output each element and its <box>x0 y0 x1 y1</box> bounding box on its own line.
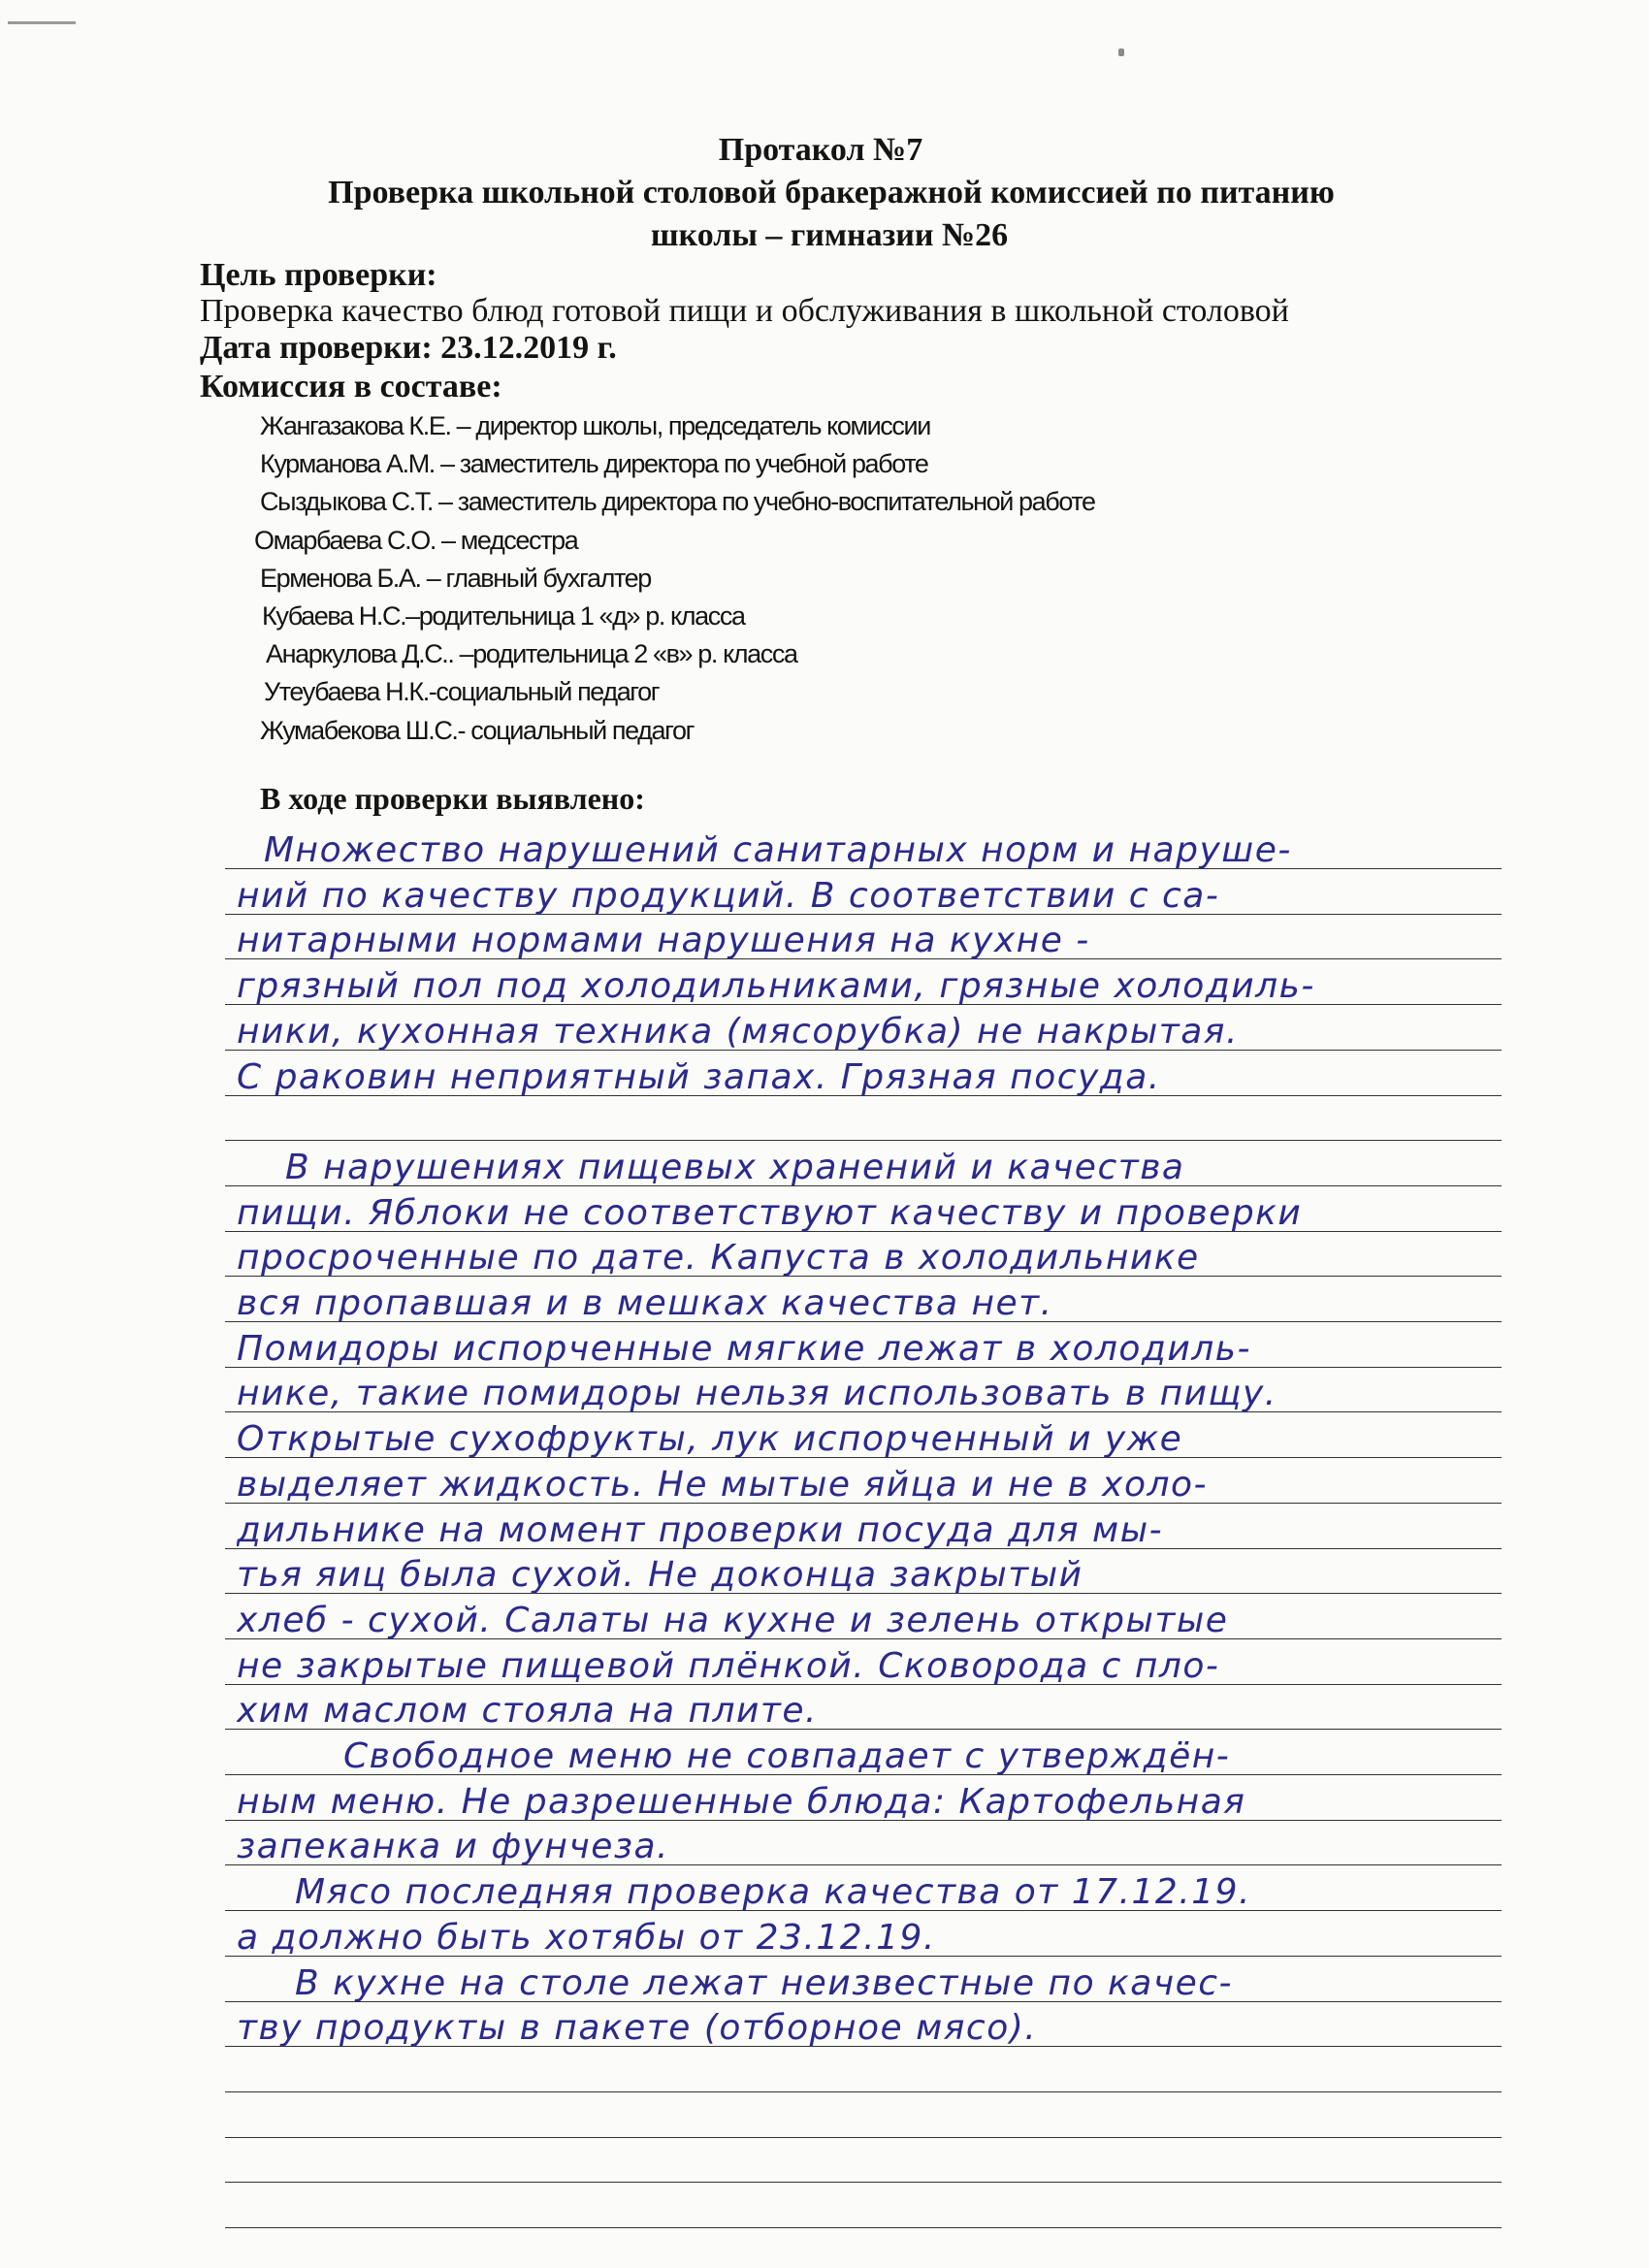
purpose-text: Проверка качество блюд готовой пищи и обслуживания в школьной столовой <box>200 293 1289 329</box>
handwritten-line: Открытые сухофрукты, лук испорченный и уже <box>237 1419 1183 1460</box>
commission-member: Курманова А.М. – заместитель директора по учебной работе <box>260 449 928 479</box>
protocol-subject: Проверка школьной столовой бракеражной комиссией по питанию <box>328 175 1335 211</box>
handwritten-line: Помидоры испорченные мягкие лежат в холодиль- <box>237 1328 1251 1369</box>
handwritten-line: пищи. Яблоки не соответствуют качеству и проверки <box>237 1192 1303 1233</box>
commission-member: Кубаева Н.С.–родительница 1 «д» р. класса <box>262 601 745 632</box>
handwritten-line: Множество нарушений санитарных норм и наруше- <box>264 830 1292 870</box>
check-date: Дата проверки: 23.12.2019 г. <box>200 330 617 366</box>
commission-member: Анаркулова Д.С.. –родительница 2 «в» р. класса <box>266 639 797 669</box>
handwritten-line: ний по качеству продукций. В соответствии с са- <box>237 875 1220 916</box>
commission-member: Ерменова Б.А. – главный бухгалтер <box>260 563 651 593</box>
handwritten-line: выделяет жидкость. Не мытые яйца и не в холо- <box>237 1464 1209 1505</box>
commission-member: Жангазакова К.Е. – директор школы, председатель комиссии <box>260 411 930 440</box>
document-title <box>0 129 1649 257</box>
handwritten-line: нитарными нормами нарушения на кухне - <box>237 921 1090 961</box>
scan-speck <box>1118 49 1124 56</box>
commission-member: Утеубаева Н.К.-социальный педагог <box>264 677 660 707</box>
handwritten-line: тву продукты в пакете (отборное мясо). <box>237 2008 1038 2049</box>
ruled-line <box>225 2227 1502 2228</box>
protocol-number: Протакол №7 <box>718 132 923 168</box>
handwritten-line: хлеб - сухой. Салаты на кухне и зелень открытые <box>237 1600 1229 1640</box>
school-name: школы – гимназии №26 <box>650 217 1009 253</box>
handwritten-line: хим маслом стояла на плите. <box>237 1691 818 1732</box>
commission-list <box>254 407 1095 750</box>
handwritten-line: Свободное меню не совпадает с утверждён- <box>343 1736 1231 1776</box>
commission-member: Сыздыкова С.Т. – заместитель директора по учебно-воспитательной работе <box>260 487 1095 517</box>
purpose-label: Цель проверки: <box>200 257 437 293</box>
handwritten-line: а должно быть хотябы от 23.12.19. <box>237 1917 936 1958</box>
commission-member: Омарбаева С.О. – медсестра <box>254 525 578 555</box>
handwritten-line: ники, кухонная техника (мясорубка) не накрытая. <box>237 1011 1239 1052</box>
handwritten-line: В кухне на столе лежат неизвестные по качес- <box>295 1962 1234 2003</box>
handwritten-line: запеканка и фунчеза. <box>237 1827 670 1867</box>
ruled-line <box>225 2182 1502 2183</box>
ruled-line <box>225 2091 1502 2092</box>
handwritten-line: дильнике на момент проверки посуда для мы- <box>237 1509 1164 1550</box>
scan-edge-mark <box>8 21 76 24</box>
ruled-line <box>225 2137 1502 2138</box>
handwritten-line: не закрытые пищевой плёнкой. Сковорода с пло- <box>237 1645 1220 1686</box>
handwritten-line: нике, такие помидоры нельзя использовать в пищу. <box>237 1374 1277 1414</box>
commission-member: Жумабекова Ш.С.- социальный педагог <box>260 715 695 745</box>
handwritten-line: С раковин неприятный запах. Грязная посуда. <box>237 1056 1161 1097</box>
handwritten-line: ным меню. Не разрешенные блюда: Картофельная <box>237 1781 1246 1822</box>
handwritten-line: просроченные по дате. Капуста в холодильнике <box>237 1238 1200 1279</box>
ruled-line <box>225 1140 1502 1141</box>
findings-label: В ходе проверки выявлено: <box>260 781 645 816</box>
handwritten-line: вся пропавшая и в мешках качества нет. <box>237 1283 1053 1323</box>
handwritten-line: В нарушениях пищевых хранений и качества <box>285 1147 1185 1187</box>
handwritten-line: грязный пол под холодильниками, грязные холодиль- <box>237 966 1315 1007</box>
handwritten-line: тья яиц была сухой. Не доконца закрытый <box>237 1555 1083 1596</box>
handwritten-line: Мясо последняя проверка качества от 17.12.19. <box>295 1872 1251 1913</box>
commission-label: Комиссия в составе: <box>200 369 502 405</box>
